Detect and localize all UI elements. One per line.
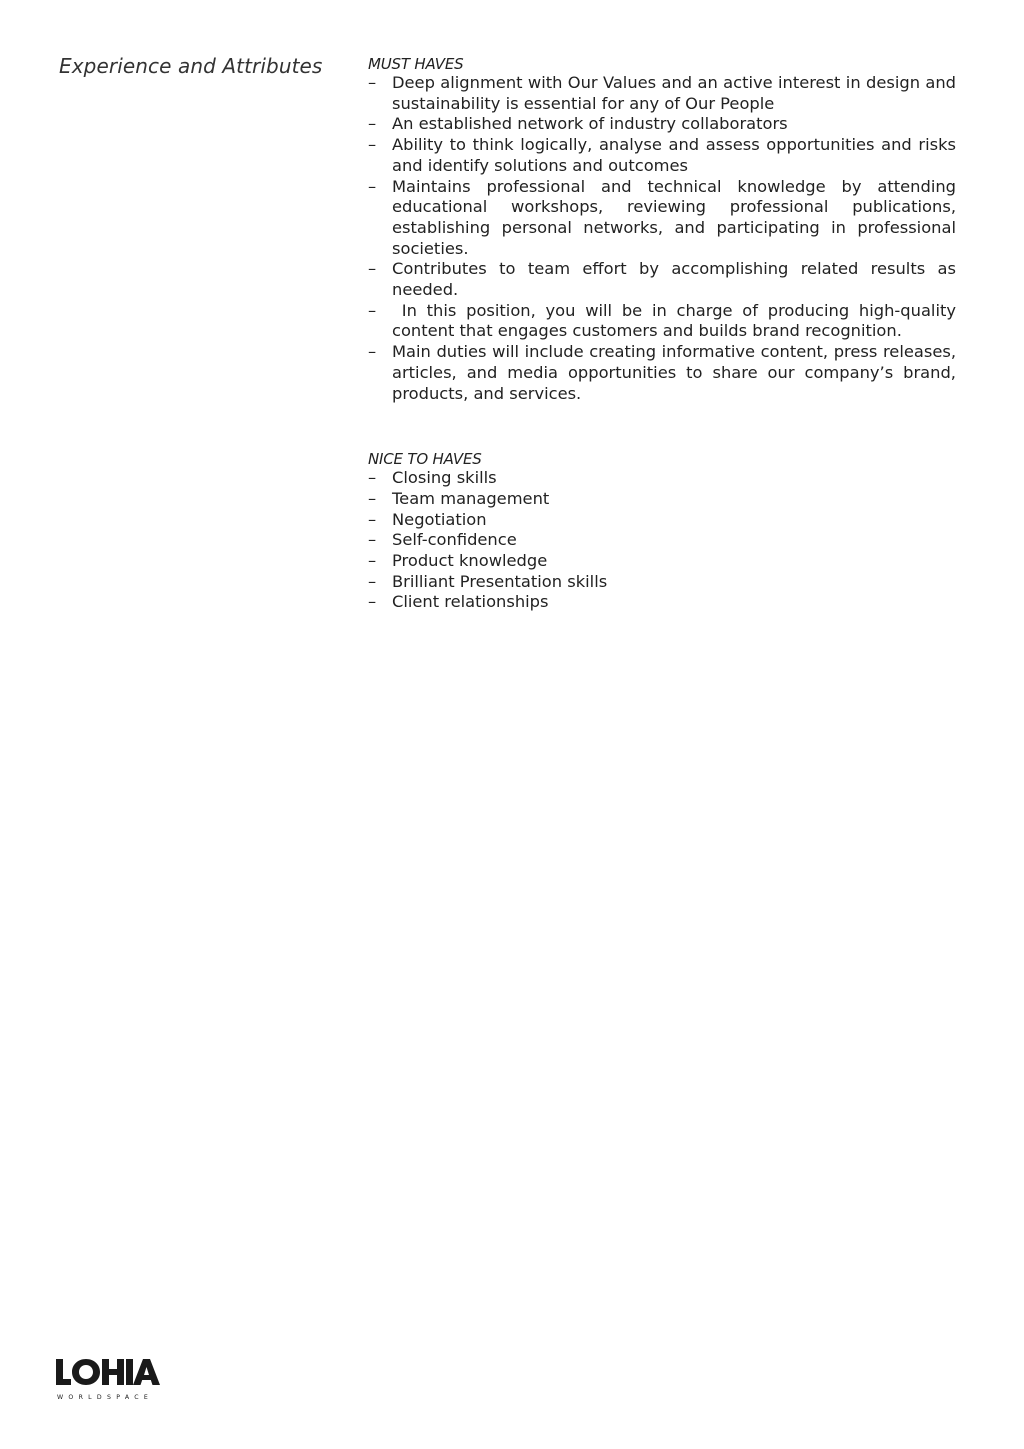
- logo-letter-o: [72, 1359, 100, 1385]
- list-item: – Contributes to team effort by accomplishing related results as needed.: [368, 259, 956, 300]
- list-item: – Product knowledge: [368, 551, 548, 571]
- logo-letter-h: [102, 1359, 124, 1385]
- dash-bullet: –: [368, 488, 377, 508]
- dash-bullet: –: [368, 571, 377, 591]
- dash-bullet: –: [368, 73, 377, 92]
- dash-bullet: –: [368, 342, 377, 362]
- list-item: – An established network of industry collaborators: [368, 114, 788, 134]
- list-item: – Ability to think logically, analyse and assess opportunities and risks and identify solutions and outcomes: [368, 135, 956, 175]
- lohia-worldspace-logo: [56, 1359, 161, 1401]
- dash-bullet: –: [368, 592, 377, 612]
- list-item: – Client relationships: [368, 592, 549, 612]
- dash-bullet: –: [368, 551, 377, 571]
- dash-bullet: –: [368, 530, 377, 550]
- nice-to-haves-heading: NICE TO HAVES: [368, 450, 482, 469]
- nice-to-haves-list: [368, 468, 956, 613]
- list-item: – Closing skills: [368, 468, 497, 488]
- must-haves-heading: MUST HAVES: [368, 55, 464, 73]
- list-item: – Team management: [368, 488, 550, 508]
- list-item: – Negotiation: [368, 509, 487, 529]
- list-item: – Self-confidence: [368, 530, 517, 550]
- dash-bullet: –: [368, 509, 377, 529]
- dash-bullet: –: [368, 135, 377, 155]
- dash-bullet: –: [368, 114, 377, 134]
- logo-tagline: WORLDSPACE: [57, 1394, 154, 1401]
- dash-bullet: –: [368, 259, 377, 279]
- list-item: – In this position, you will be in charge of producing high-quality content that engages customers and builds brand recognition.: [368, 300, 962, 341]
- logo-letter-i: [126, 1359, 133, 1385]
- must-haves-list: [368, 73, 962, 404]
- dash-bullet: –: [368, 468, 377, 488]
- list-item: – Deep alignment with Our Values and an active interest in design and sustainability is essential for any of Our People: [368, 73, 956, 113]
- list-item: – Main duties will include creating informative content, press releases, articles, and media opportunities to share our company’s brand, products, and services.: [368, 342, 956, 403]
- logo-letter-a: [133, 1359, 160, 1385]
- dash-bullet: –: [368, 176, 377, 196]
- requirements-content: [368, 55, 962, 613]
- logo-letter-l: [56, 1359, 71, 1385]
- list-item: – Maintains professional and technical knowledge by attending educational workshops, reviewing professional publications, establishing personal networks, and participating in professional societies.: [368, 176, 956, 258]
- section-title: Experience and Attributes: [59, 54, 323, 78]
- list-item: – Brilliant Presentation skills: [368, 571, 608, 591]
- dash-bullet: –: [368, 300, 377, 320]
